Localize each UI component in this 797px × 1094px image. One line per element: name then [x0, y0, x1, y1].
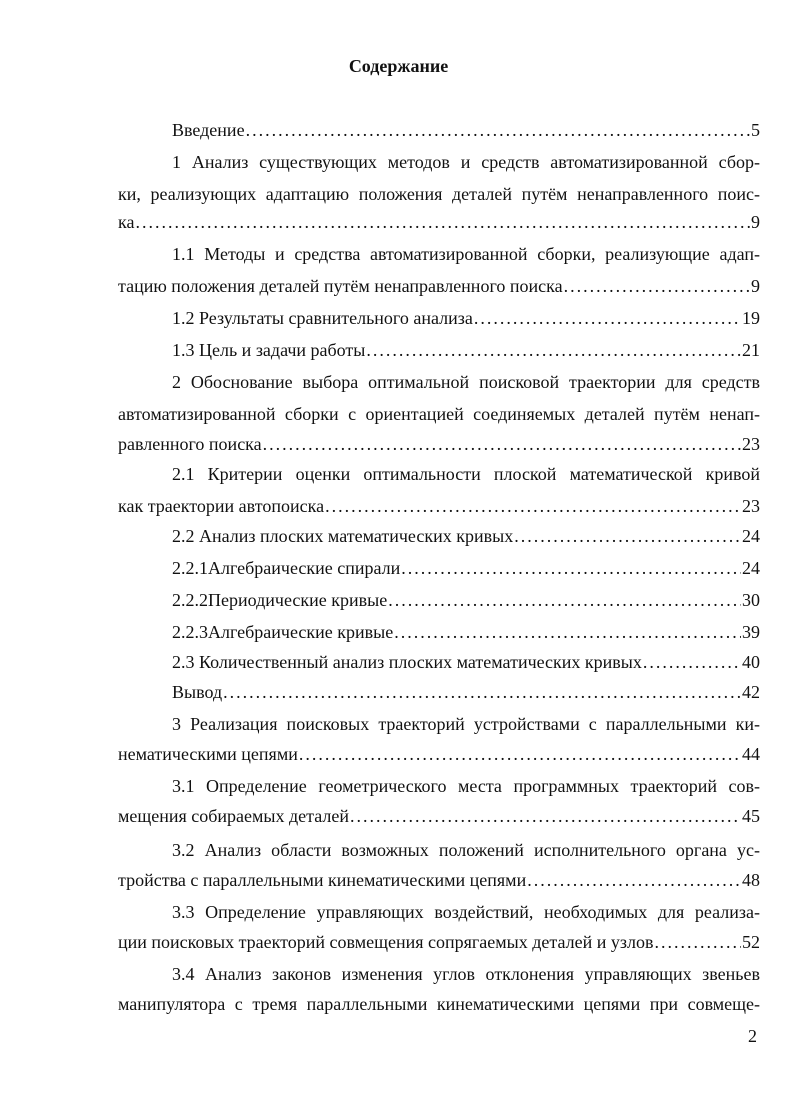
toc-entry-page: 23	[742, 496, 760, 516]
toc-entry-line: 1.1 Методы и средства автоматизированной сборки, реализующие адап-	[172, 244, 760, 264]
toc-entry-text: мещения собираемых деталей	[118, 806, 350, 826]
toc-entry	[172, 556, 760, 580]
toc-entry-text: 1.2 Результаты сравнительного анализа	[172, 308, 473, 328]
toc-entry-line: 3.2 Анализ области возможных положений исполнительного органа ус-	[172, 840, 760, 860]
page-number: 2	[748, 1026, 757, 1046]
toc-entry-line: ки, реализующих адаптацию положения деталей путём ненаправленного поис-	[118, 184, 760, 204]
toc-entry-text: нематическими цепями	[118, 744, 298, 764]
toc-entry-line: автоматизированной сборки с ориентацией соединяемых деталей путём ненап-	[118, 404, 760, 424]
toc-entry	[172, 118, 760, 142]
toc-entry	[118, 432, 760, 456]
toc-leader-dots	[401, 556, 741, 580]
toc-entry-line: 3.3 Определение управляющих воздействий, необходимых для реализа-	[172, 902, 760, 922]
toc-leader-dots	[564, 274, 750, 298]
toc-entry-page: 48	[742, 870, 760, 890]
toc-entry-page: 30	[742, 590, 760, 610]
toc-entry-page: 9	[751, 276, 760, 296]
toc-entry-text: тацию положения деталей путём ненаправленного поиска	[118, 276, 563, 296]
toc-entry-page: 40	[742, 652, 760, 672]
toc-leader-dots	[325, 494, 741, 518]
toc-leader-dots	[299, 742, 741, 766]
toc-entry-text: 2.2 Анализ плоских математических кривых	[172, 526, 514, 546]
toc-entry-text: тройства с параллельными кинематическими цепями	[118, 870, 527, 890]
toc-entry-text: 1.3 Цель и задачи работы	[172, 340, 366, 360]
toc-entry	[172, 620, 760, 644]
toc-leader-dots	[263, 432, 741, 456]
toc-entry	[118, 742, 760, 766]
toc-entry	[118, 868, 760, 892]
toc-leader-dots	[350, 804, 741, 828]
toc-leader-dots	[223, 680, 741, 704]
toc-entry	[172, 680, 760, 704]
toc-entry	[118, 210, 760, 234]
toc-entry	[118, 930, 760, 954]
toc-entry-page: 24	[742, 526, 760, 546]
toc-entry-text: Вывод	[172, 682, 223, 702]
toc-entry	[172, 588, 760, 612]
toc-entry-line: 2.1 Критерии оценки оптимальности плоской математической кривой	[172, 464, 760, 484]
toc-entry-page: 52	[742, 932, 760, 952]
toc-entry-line: манипулятора с тремя параллельными кинематическими цепями при совмеще-	[118, 994, 760, 1014]
toc-leader-dots	[654, 930, 741, 954]
page-title: Содержание	[348, 56, 449, 76]
toc-leader-dots	[366, 338, 741, 362]
toc-leader-dots	[527, 868, 741, 892]
toc-entry-page: 23	[742, 434, 760, 454]
toc-entry-text: 2.2.3Алгебраические кривые	[172, 622, 394, 642]
toc-entry-text: ции поисковых траекторий совмещения сопрягаемых деталей и узлов	[118, 932, 654, 952]
toc-entry-line: 2 Обоснование выбора оптимальной поисковой траектории для средств	[172, 372, 760, 392]
toc-entry	[172, 306, 760, 330]
toc-entry-line: 1 Анализ существующих методов и средств автоматизированной сбор-	[172, 152, 760, 172]
toc-leader-dots	[246, 118, 750, 142]
toc-entry-page: 42	[742, 682, 760, 702]
toc-entry	[118, 494, 760, 518]
toc-entry-page: 44	[742, 744, 760, 764]
toc-entry-page: 5	[751, 120, 760, 140]
toc-leader-dots	[388, 588, 741, 612]
toc-leader-dots	[394, 620, 741, 644]
toc-entry-text: ка	[118, 212, 135, 232]
toc-entry-text: 2.3 Количественный анализ плоских математических кривых	[172, 652, 642, 672]
toc-entry-text: как траектории автопоиска	[118, 496, 325, 516]
toc-entry	[172, 338, 760, 362]
toc-entry-text: 2.2.2Периодические кривые	[172, 590, 388, 610]
toc-leader-dots	[474, 306, 741, 330]
toc-entry-page: 24	[742, 558, 760, 578]
toc-entry-page: 45	[742, 806, 760, 826]
toc-entry	[172, 524, 760, 548]
toc-entry-page: 9	[751, 212, 760, 232]
toc-entry	[118, 274, 760, 298]
toc-entry	[172, 650, 760, 674]
toc-entry	[118, 804, 760, 828]
toc-leader-dots	[135, 210, 750, 234]
toc-entry-line: 3 Реализация поисковых траекторий устройствами с параллельными ки-	[172, 714, 760, 734]
toc-entry-page: 39	[742, 622, 760, 642]
toc-entry-line: 3.4 Анализ законов изменения углов отклонения управляющих звеньев	[172, 964, 760, 984]
toc-entry-text: равленного поиска	[118, 434, 262, 454]
toc-entry-text: 2.2.1Алгебраические спирали	[172, 558, 401, 578]
toc-entry-text: Введение	[172, 120, 245, 140]
toc-leader-dots	[643, 650, 741, 674]
toc-entry-page: 19	[742, 308, 760, 328]
toc-entry-page: 21	[742, 340, 760, 360]
toc-entry-line: 3.1 Определение геометрического места программных траекторий сов-	[172, 776, 760, 796]
toc-leader-dots	[514, 524, 741, 548]
